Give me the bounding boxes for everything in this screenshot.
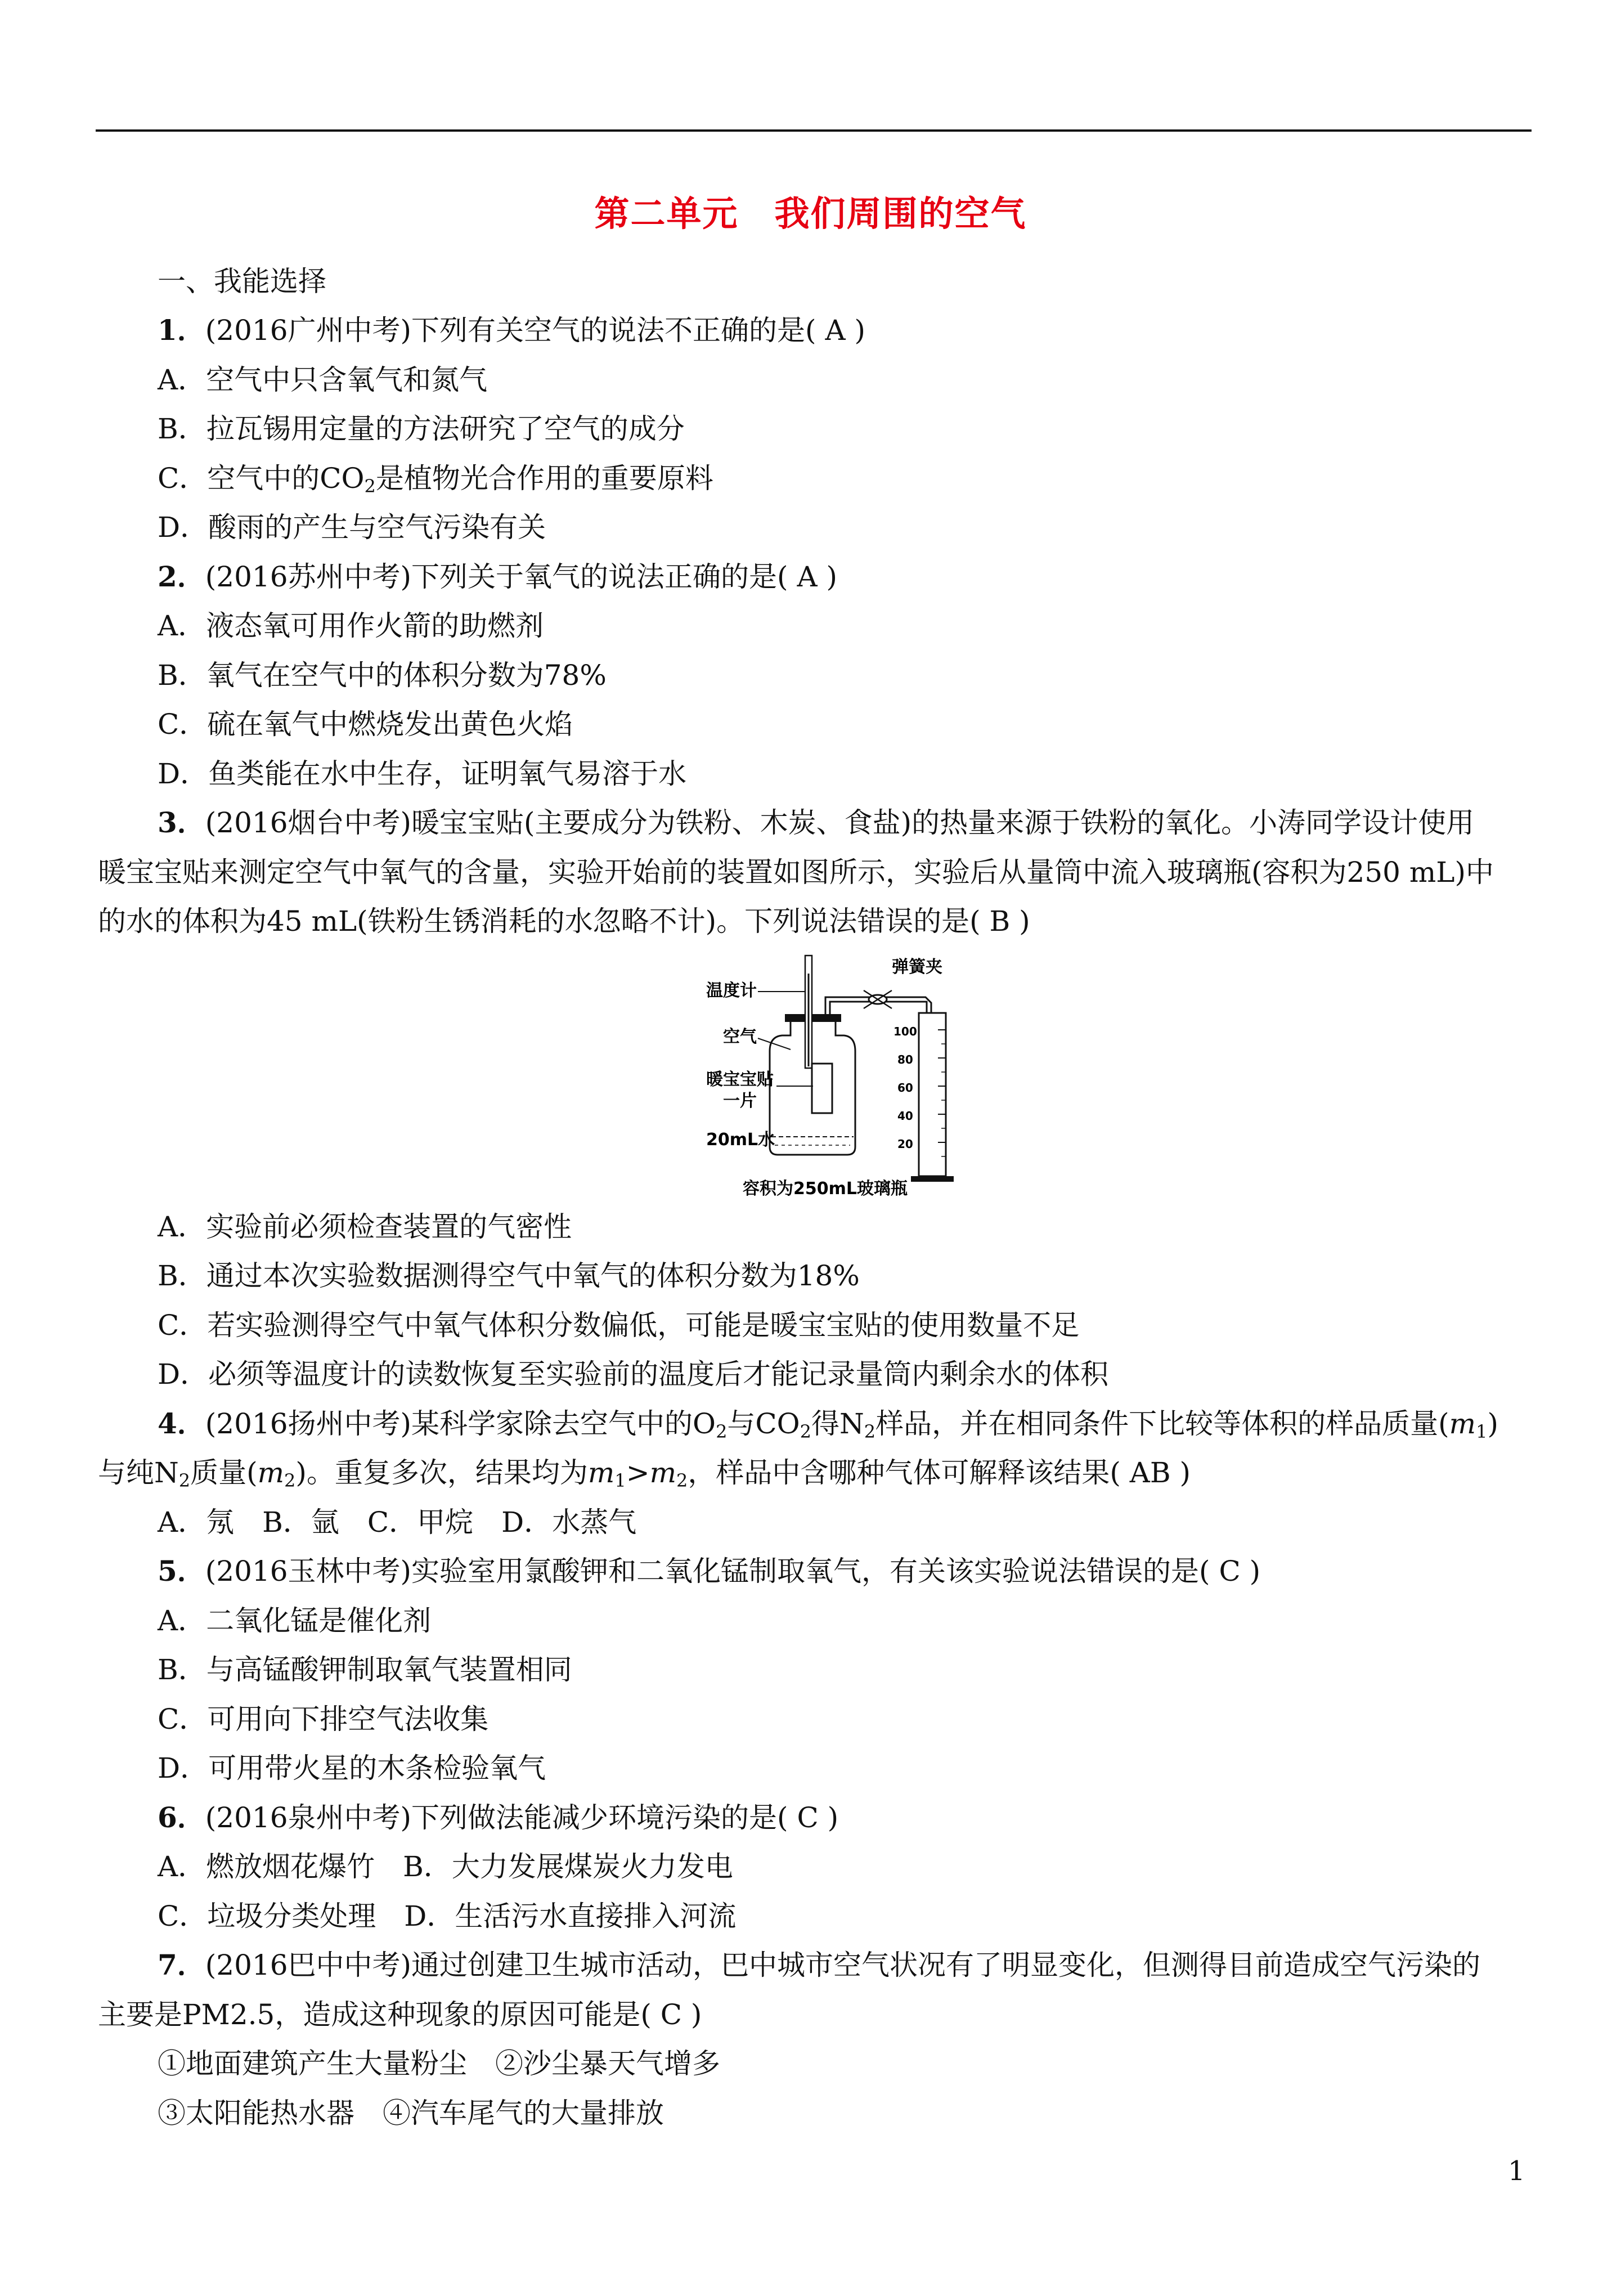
graduated-cylinder (919, 1013, 946, 1176)
question-number: 1． (158, 313, 205, 347)
stem-text: 与纯N (98, 1456, 179, 1489)
question-number: 2． (158, 560, 205, 593)
stem-text: ，样品中含哪种气体可解释该结果( AB ) (688, 1456, 1191, 1489)
stem-text: (2016扬州中考)某科学家除去空气中的O (205, 1407, 716, 1440)
connecting-tube (825, 997, 931, 1171)
question-number: 7． (158, 1948, 205, 1981)
q5-option-d: D．可用带火星的木条检验氧气 (158, 1752, 546, 1784)
question-7 (158, 1948, 1480, 1982)
variable: m (257, 1456, 285, 1489)
q7-options-34: ③太阳能热水器 ④汽车尾气的大量排放 (158, 2097, 664, 2129)
q4-stem-line-2 (98, 1456, 1191, 1490)
option-text: 是植物光合作用的重要原料 (375, 462, 713, 495)
q3-option-c: C．若实验测得空气中氧气体积分数偏低，可能是暖宝宝贴的使用数量不足 (158, 1309, 1080, 1342)
q2-option-a: A．液态氧可用作火箭的助燃剂 (158, 609, 544, 642)
subscript: 2 (178, 1470, 191, 1491)
q1-option-d: D．酸雨的产生与空气污染有关 (158, 511, 546, 544)
q3-option-a: A．实验前必须检查装置的气密性 (158, 1210, 572, 1243)
variable: m (649, 1456, 677, 1489)
question-number: 3． (158, 806, 205, 839)
option-text: C．空气中的CO (158, 462, 365, 495)
subscript: 2 (864, 1421, 876, 1442)
stem-text: 样品，并在相同条件下比较等体积的样品质量( (875, 1407, 1449, 1440)
q1-option-b: B．拉瓦锡用定量的方法研究了空气的成分 (158, 412, 685, 445)
q4-options: A．氖 B．氩 C．甲烷 D．水蒸气 (158, 1506, 637, 1539)
label-water: 20mL水 (706, 1130, 775, 1150)
stopper (785, 1014, 841, 1022)
stem-text: 得N (811, 1407, 864, 1440)
question-2 (158, 560, 837, 594)
question-1 (158, 313, 865, 347)
q2-option-d: D．鱼类能在水中生存，证明氧气易溶于水 (158, 757, 687, 790)
warmer-patch (812, 1064, 832, 1113)
page-title: 第二单元 我们周围的空气 (594, 193, 1027, 234)
stem-text: 质量( (190, 1456, 258, 1489)
cylinder-base (911, 1176, 954, 1182)
subscript: 2 (800, 1421, 812, 1442)
subscript: 1 (1476, 1421, 1488, 1442)
subscript: 2 (284, 1470, 296, 1491)
question-5 (158, 1554, 1260, 1588)
header-rule (96, 129, 1532, 132)
variable: m (587, 1456, 615, 1489)
question-stem: (2016苏州中考)下列关于氧气的说法正确的是( A ) (205, 560, 837, 593)
q7-options-12: ①地面建筑产生大量粉尘 ②沙尘暴天气增多 (158, 2047, 720, 2080)
apparatus-figure (706, 951, 987, 1199)
question-stem: (2016巴中中考)通过创建卫生城市活动，巴中城市空气状况有了明显变化，但测得目前造成空气污染的 (205, 1949, 1481, 1981)
subscript: 2 (364, 476, 376, 497)
q2-option-b: B．氧气在空气中的体积分数为78% (158, 659, 607, 692)
figure-caption: 容积为250mL玻璃瓶 (743, 1179, 908, 1199)
question-stem: (2016玉林中考)实验室用氯酸钾和二氧化锰制取氧气，有关该实验说法错误的是( C ) (205, 1555, 1261, 1588)
q3-stem-line-2: 暖宝宝贴来测定空气中氧气的含量，实验开始前的装置如图所示，实验后从量筒中流入玻璃瓶(容积为250 mL)中 (98, 856, 1494, 889)
subscript: 2 (676, 1470, 688, 1491)
question-number: 4． (158, 1407, 205, 1440)
tick-label: 60 (897, 1081, 913, 1095)
tick-label: 40 (897, 1109, 913, 1123)
q5-option-c: C．可用向下排空气法收集 (158, 1703, 489, 1736)
question-number: 5． (158, 1554, 205, 1588)
q7-stem-line-2: 主要是PM2.5，造成这种现象的原因可能是( C ) (98, 1998, 702, 2031)
tick-label: 80 (897, 1053, 913, 1066)
q6-options-ab: A．燃放烟花爆竹 B．大力发展煤炭火力发电 (158, 1850, 733, 1883)
q6-options-cd: C．垃圾分类处理 D．生活污水直接排入河流 (158, 1900, 737, 1932)
label-thermometer: 温度计 (706, 981, 757, 1001)
q1-option-c (158, 461, 713, 495)
stem-text: )。重复多次，结果均为 (295, 1456, 588, 1489)
section-heading: 一、我能选择 (158, 265, 326, 298)
label-warmer-1: 暖宝宝贴 (706, 1070, 774, 1089)
question-stem: (2016烟台中考)暖宝宝贴(主要成分为铁粉、木炭、食盐)的热量来源于铁粉的氧化。小涛同学设计使用 (205, 806, 1475, 839)
label-clamp: 弹簧夹 (892, 957, 942, 977)
question-stem: (2016泉州中考)下列做法能减少环境污染的是( C ) (205, 1801, 839, 1834)
tick-label: 20 (897, 1137, 913, 1151)
q5-option-a: A．二氧化锰是催化剂 (158, 1604, 432, 1637)
question-stem: (2016广州中考)下列有关空气的说法不正确的是( A ) (205, 314, 865, 347)
label-air: 空气 (723, 1027, 757, 1047)
page-number: 1 (1508, 2155, 1525, 2187)
subscript: 1 (614, 1470, 626, 1491)
question-6 (158, 1801, 838, 1835)
subscript: 2 (716, 1421, 728, 1442)
question-4 (158, 1407, 1498, 1441)
variable: m (1449, 1407, 1476, 1440)
q1-option-a: A．空气中只含氧气和氮气 (158, 364, 488, 396)
q5-option-b: B．与高锰酸钾制取氧气装置相同 (158, 1653, 572, 1686)
question-number: 6． (158, 1801, 205, 1834)
question-3 (158, 806, 1474, 840)
stem-text: 与CO (727, 1407, 800, 1440)
leader-line (758, 1038, 791, 1050)
stem-text: ) (1487, 1407, 1498, 1440)
q3-option-d: D．必须等温度计的读数恢复至实验前的温度后才能记录量筒内剩余水的体积 (158, 1358, 1109, 1391)
q3-stem-line-3: 的水的体积为45 mL(铁粉生锈消耗的水忽略不计)。下列说法错误的是( B ) (98, 905, 1030, 938)
q2-option-c: C．硫在氧气中燃烧发出黄色火焰 (158, 708, 573, 741)
q3-option-b: B．通过本次实验数据测得空气中氧气的体积分数为18% (158, 1259, 860, 1292)
tick-label: 100 (893, 1025, 917, 1038)
label-warmer-2: 一片 (723, 1091, 757, 1111)
stem-text: > (626, 1456, 650, 1489)
